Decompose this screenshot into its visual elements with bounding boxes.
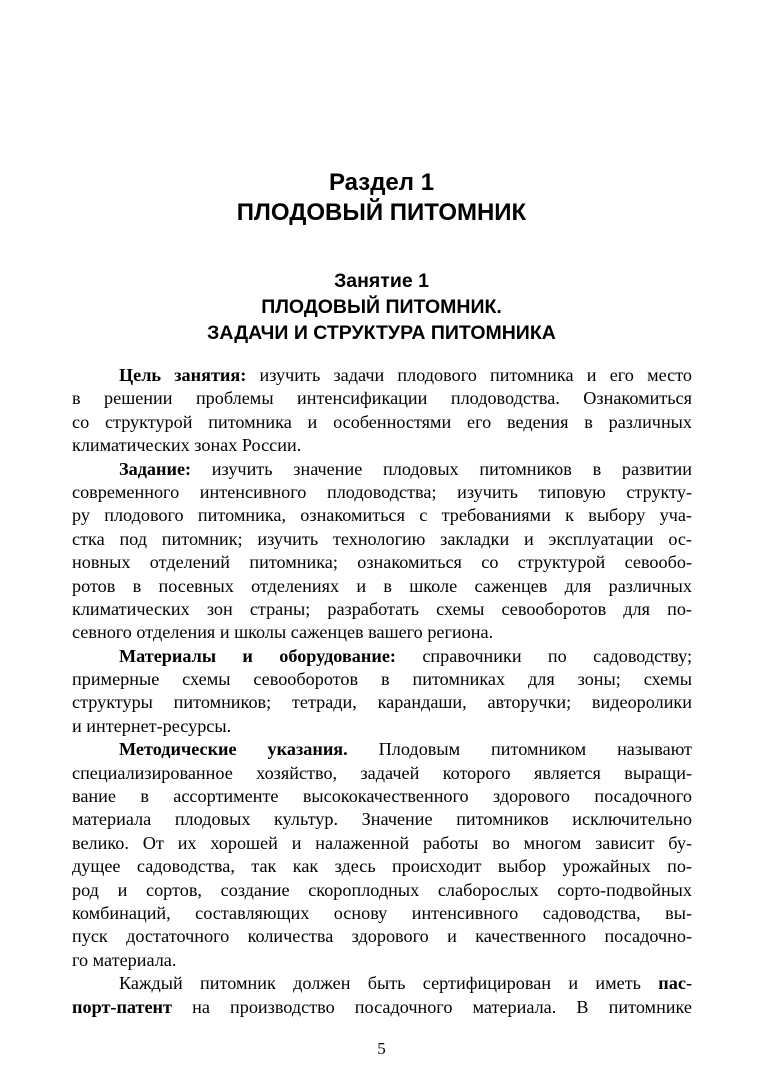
text-line: вание в ассортименте высококачественного здорового посадочного [72, 786, 692, 807]
bold-term: порт-патент [72, 996, 172, 1017]
text-line: велико. От их хорошей и налаженной работы во многом зависит бу- [72, 832, 692, 853]
text-line: Цель занятия: изучить задачи плодового питомника и его место [119, 365, 693, 385]
paragraph-certification [72, 972, 692, 1019]
paragraph-goal [72, 364, 692, 458]
text-line: пуск достаточного количества здорового и качественного посадочно- [72, 926, 692, 947]
section-label: Раздел 1 [328, 169, 435, 196]
text-line: современного интенсивного плодоводства; изучить типовую структу- [72, 481, 692, 502]
text-line: в решении проблемы интенсификации плодоводства. Ознакомиться [72, 388, 692, 409]
text-line: го материала. [72, 949, 177, 970]
section-title: ПЛОДОВЫЙ ПИТОМНИК [236, 199, 527, 226]
paragraph-lead: Задание: [119, 458, 192, 479]
text-line: ру плодового питомника, ознакомиться с требованиями к выбору уча- [72, 505, 692, 526]
text-line: климатических зон страны; разработать схемы севооборотов для по- [72, 598, 692, 619]
text-line: Методические указания. Плодовым питомником называют [119, 739, 692, 760]
lesson-title-line-2: ЗАДАЧИ И СТРУКТУРА ПИТОМНИКА [207, 322, 556, 344]
paragraph-guidelines [72, 738, 692, 972]
text-line: и интернет-ресурсы. [72, 715, 232, 736]
paragraph-lead: Методические указания. [119, 739, 348, 760]
text-line: специализированное хозяйство, задачей которого является выращи- [72, 762, 692, 783]
text-line: со структурой питомника и особенностями его ведения в различных [72, 411, 692, 432]
paragraph-lead: Материалы и оборудование: [119, 645, 396, 666]
text-line: порт-патент на производство посадочного материала. В питомнике [72, 996, 692, 1017]
text-line: примерные схемы севооборотов в питомниках для зоны; схемы [72, 669, 692, 690]
lesson-label: Занятие 1 [334, 270, 429, 292]
text-line: Каждый питомник должен быть сертифицирован и иметь пас- [119, 973, 692, 994]
body-text [72, 364, 692, 1019]
paragraph-materials [72, 645, 692, 739]
bold-term: пас- [658, 973, 692, 994]
text-line: структуры питомников; тетради, карандаши, авторучки; видеоролики [72, 692, 692, 713]
text-line: ротов в посевных отделениях и в школе саженцев для различных [72, 575, 692, 596]
page-number: 5 [377, 1039, 386, 1058]
text-line: севного отделения и школы саженцев вашего региона. [72, 622, 494, 643]
text-line: Материалы и оборудование: справочники по садоводству; [119, 645, 692, 666]
paragraph-lead: Цель занятия: [119, 365, 247, 385]
text-line: Задание: изучить значение плодовых питомников в развитии [119, 458, 692, 479]
text-line: комбинаций, составляющих основу интенсивного садоводства, вы- [72, 902, 692, 923]
text-line: стка под питомник; изучить технологию закладки и эксплуатации ос- [72, 528, 692, 549]
text-line: род и сортов, создание скороплодных слаборослых сорто-подвойных [72, 879, 692, 900]
paragraph-task [72, 458, 692, 645]
text-line: климатических зонах России. [72, 435, 302, 456]
text-line: материала плодовых культур. Значение питомников исключительно [72, 809, 692, 830]
text-line: дущее садоводства, так как здесь происходит выбор урожайных по- [72, 856, 692, 877]
text-line: новных отделений питомника; ознакомиться со структурой севообо- [72, 552, 692, 573]
lesson-title-line-1: ПЛОДОВЫЙ ПИТОМНИК. [261, 296, 502, 318]
